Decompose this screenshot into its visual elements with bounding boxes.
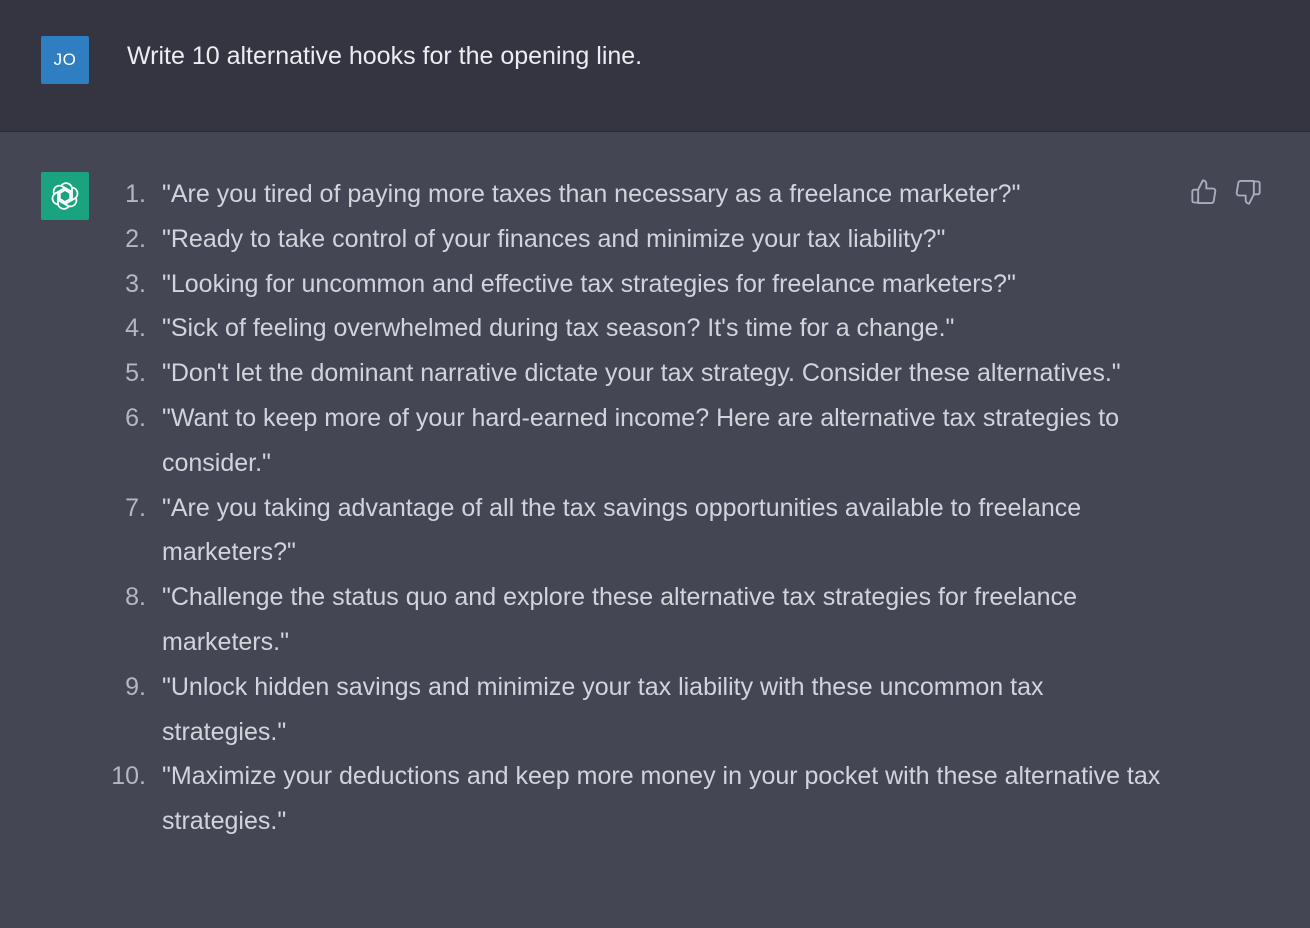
hook-text: "Challenge the status quo and explore these alternative tax strategies for freelance marketers." — [162, 583, 1077, 656]
hook-item — [0, 486, 1172, 576]
hook-item — [0, 665, 1172, 755]
thumbs-down-button[interactable] — [1232, 176, 1264, 208]
hook-text: "Maximize your deductions and keep more money in your pocket with these alternative tax strategies." — [162, 762, 1161, 836]
hook-number: 5. — [125, 359, 146, 388]
thumbs-down-icon — [1234, 178, 1262, 206]
hook-item — [0, 262, 1172, 307]
assistant-message-row — [0, 132, 1310, 928]
hook-text: "Looking for uncommon and effective tax strategies for freelance marketers?" — [162, 269, 1016, 298]
user-avatar-initials: JO — [53, 50, 77, 69]
hook-text: "Unlock hidden savings and minimize your tax liability with these uncommon tax strategies." — [162, 672, 1044, 746]
hook-text: "Want to keep more of your hard-earned income? Here are alternative tax strategies to consider." — [162, 403, 1120, 477]
hook-item — [0, 306, 1172, 351]
hook-text: "Sick of feeling overwhelmed during tax season? It's time for a change." — [162, 314, 955, 343]
hook-item — [0, 754, 1172, 844]
user-avatar — [41, 36, 89, 84]
user-message-row — [0, 0, 1310, 132]
hook-number: 7. — [125, 493, 146, 522]
hook-item — [0, 172, 1172, 217]
hook-number: 8. — [125, 583, 146, 612]
hook-text: "Are you taking advantage of all the tax savings opportunities available to freelance marketers?" — [162, 493, 1082, 567]
hook-text: "Are you tired of paying more taxes than necessary as a freelance marketer?" — [162, 180, 1021, 208]
hook-number: 1. — [125, 180, 146, 208]
hook-text: "Ready to take control of your finances and minimize your tax liability?" — [162, 224, 946, 253]
hook-item — [0, 217, 1172, 262]
hook-item — [0, 396, 1172, 486]
hook-number: 10. — [111, 762, 146, 791]
hook-text: "Don't let the dominant narrative dictate your tax strategy. Consider these alternatives." — [162, 359, 1121, 388]
hook-item — [0, 351, 1172, 396]
user-message-text: Write 10 alternative hooks for the opening line. — [127, 42, 643, 70]
hook-number: 3. — [125, 269, 146, 298]
hooks-list — [0, 172, 1172, 844]
thumbs-up-button[interactable] — [1188, 176, 1220, 208]
hook-number: 2. — [125, 224, 146, 253]
hook-number: 9. — [125, 672, 146, 701]
thumbs-up-icon — [1190, 178, 1218, 206]
hook-number: 4. — [125, 314, 146, 343]
hook-number: 6. — [125, 403, 146, 432]
hook-item — [0, 575, 1172, 665]
